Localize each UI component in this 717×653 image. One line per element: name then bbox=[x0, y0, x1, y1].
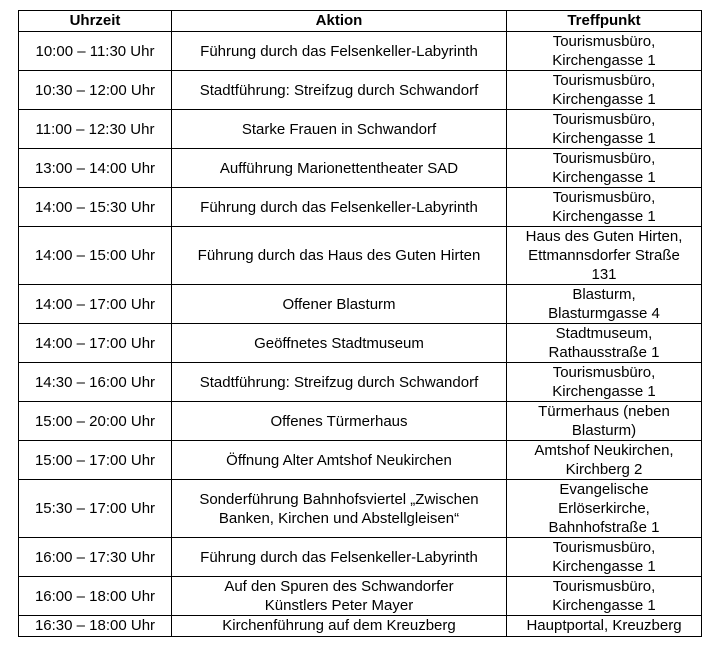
place-cell-line: Tourismusbüro, bbox=[552, 578, 656, 595]
place-cell-line: Tourismusbüro, bbox=[552, 111, 656, 128]
time-cell: 14:00 – 17:00 Uhr bbox=[19, 285, 172, 324]
action-cell bbox=[172, 363, 507, 402]
time-cell: 10:00 – 11:30 Uhr bbox=[19, 32, 172, 71]
action-cell-line: Auf den Spuren des Schwandorfer bbox=[224, 578, 454, 595]
action-cell bbox=[172, 324, 507, 363]
table-row bbox=[19, 110, 702, 149]
place-cell-line: Kirchengasse 1 bbox=[552, 208, 656, 225]
action-cell-line: Aufführung Marionettentheater SAD bbox=[219, 159, 459, 177]
place-cell bbox=[507, 71, 702, 110]
time-cell: 13:00 – 14:00 Uhr bbox=[19, 149, 172, 188]
time-cell: 14:00 – 17:00 Uhr bbox=[19, 324, 172, 363]
table-row bbox=[19, 324, 702, 363]
place-cell-line: Kirchengasse 1 bbox=[552, 130, 656, 147]
time-cell: 14:30 – 16:00 Uhr bbox=[19, 363, 172, 402]
action-cell-line: Offenes Türmerhaus bbox=[270, 412, 408, 430]
place-cell-line: Tourismusbüro, bbox=[552, 189, 656, 206]
place-cell bbox=[507, 363, 702, 402]
place-cell-line: Evangelische bbox=[559, 481, 649, 498]
time-cell: 10:30 – 12:00 Uhr bbox=[19, 71, 172, 110]
time-cell: 15:00 – 20:00 Uhr bbox=[19, 402, 172, 441]
action-cell bbox=[172, 402, 507, 441]
place-cell-line: Hauptportal, Kreuzberg bbox=[526, 617, 682, 634]
schedule-table bbox=[18, 10, 702, 637]
action-cell bbox=[172, 32, 507, 71]
place-cell-line: Stadtmuseum, bbox=[555, 325, 653, 342]
action-cell-line: Starke Frauen in Schwandorf bbox=[241, 120, 437, 138]
table-row bbox=[19, 71, 702, 110]
place-cell bbox=[507, 32, 702, 71]
action-cell-line: Kirchenführung auf dem Kreuzberg bbox=[222, 617, 456, 634]
place-cell bbox=[507, 577, 702, 616]
place-cell bbox=[507, 616, 702, 637]
place-cell-line: Kirchengasse 1 bbox=[552, 383, 656, 400]
place-cell-line: Blasturm, bbox=[572, 286, 636, 303]
place-cell bbox=[507, 227, 702, 285]
table-row bbox=[19, 149, 702, 188]
header-action: Aktion bbox=[172, 11, 507, 32]
place-cell bbox=[507, 538, 702, 577]
action-cell-line: Führung durch das Haus des Guten Hirten bbox=[197, 247, 481, 264]
table-row bbox=[19, 441, 702, 480]
table-row bbox=[19, 616, 702, 637]
place-cell-line: Blasturmgasse 4 bbox=[548, 305, 660, 322]
action-cell-line: Offener Blasturm bbox=[282, 295, 396, 313]
table-header bbox=[19, 11, 702, 32]
action-cell-line: Stadtführung: Streifzug durch Schwandorf bbox=[199, 81, 479, 99]
place-cell-line: Tourismusbüro, bbox=[552, 364, 656, 381]
table-row bbox=[19, 32, 702, 71]
action-cell bbox=[172, 285, 507, 324]
header-place: Treffpunkt bbox=[507, 11, 702, 32]
place-cell bbox=[507, 285, 702, 324]
action-cell bbox=[172, 616, 507, 637]
action-cell bbox=[172, 149, 507, 188]
place-cell-line: Amtshof Neukirchen, bbox=[534, 442, 674, 459]
place-cell bbox=[507, 110, 702, 149]
place-cell-line: Tourismusbüro, bbox=[552, 539, 656, 556]
action-cell bbox=[172, 71, 507, 110]
time-cell: 16:00 – 18:00 Uhr bbox=[19, 577, 172, 616]
place-cell bbox=[507, 402, 702, 441]
action-cell bbox=[172, 577, 507, 616]
table-row bbox=[19, 188, 702, 227]
place-cell bbox=[507, 441, 702, 480]
action-cell-line: Banken, Kirchen und Abstellgleisen“ bbox=[218, 509, 460, 527]
time-cell: 16:30 – 18:00 Uhr bbox=[19, 616, 172, 637]
header-row bbox=[19, 11, 702, 32]
action-cell bbox=[172, 538, 507, 577]
header-time: Uhrzeit bbox=[19, 11, 172, 32]
place-cell-line: Tourismusbüro, bbox=[552, 33, 656, 50]
place-cell-line: Kirchengasse 1 bbox=[552, 558, 656, 575]
place-cell-line: Haus des Guten Hirten, bbox=[525, 228, 683, 245]
action-cell-line: Führung durch das Felsenkeller-Labyrinth bbox=[200, 42, 478, 60]
action-cell bbox=[172, 188, 507, 227]
action-cell-line: Führung durch das Felsenkeller-Labyrinth bbox=[200, 548, 478, 566]
action-cell-line: Geöffnetes Stadtmuseum bbox=[254, 334, 424, 352]
place-cell-line: Erlöserkirche, bbox=[558, 500, 650, 517]
place-cell-line: Blasturm) bbox=[571, 422, 637, 439]
place-cell bbox=[507, 188, 702, 227]
place-cell-line: Türmerhaus (neben bbox=[538, 403, 670, 420]
action-cell bbox=[172, 110, 507, 149]
place-cell-line: Kirchengasse 1 bbox=[552, 91, 656, 108]
place-cell-line: Rathausstraße 1 bbox=[548, 344, 660, 361]
place-cell-line: 131 bbox=[591, 266, 617, 283]
time-cell: 15:30 – 17:00 Uhr bbox=[19, 480, 172, 538]
time-cell: 11:00 – 12:30 Uhr bbox=[19, 110, 172, 149]
time-cell: 14:00 – 15:00 Uhr bbox=[19, 227, 172, 285]
place-cell bbox=[507, 480, 702, 538]
place-cell-line: Tourismusbüro, bbox=[552, 150, 656, 167]
table-row bbox=[19, 227, 702, 285]
place-cell bbox=[507, 149, 702, 188]
place-cell bbox=[507, 324, 702, 363]
action-cell-line: Künstlers Peter Mayer bbox=[264, 597, 414, 614]
time-cell: 16:00 – 17:30 Uhr bbox=[19, 538, 172, 577]
action-cell bbox=[172, 227, 507, 285]
action-cell-line: Führung durch das Felsenkeller-Labyrinth bbox=[200, 198, 478, 216]
place-cell-line: Tourismusbüro, bbox=[552, 72, 656, 89]
table-row bbox=[19, 480, 702, 538]
place-cell-line: Kirchengasse 1 bbox=[552, 597, 656, 614]
action-cell bbox=[172, 441, 507, 480]
table-row bbox=[19, 402, 702, 441]
place-cell-line: Kirchengasse 1 bbox=[552, 169, 656, 186]
time-cell: 15:00 – 17:00 Uhr bbox=[19, 441, 172, 480]
time-cell: 14:00 – 15:30 Uhr bbox=[19, 188, 172, 227]
action-cell-line: Sonderführung Bahnhofsviertel „Zwischen bbox=[199, 490, 479, 508]
action-cell-line: Öffnung Alter Amtshof Neukirchen bbox=[226, 451, 452, 469]
place-cell-line: Bahnhofstraße 1 bbox=[548, 519, 660, 536]
table-row bbox=[19, 285, 702, 324]
place-cell-line: Kirchengasse 1 bbox=[552, 52, 656, 69]
table-row bbox=[19, 538, 702, 577]
action-cell-line: Stadtführung: Streifzug durch Schwandorf bbox=[199, 373, 479, 391]
place-cell-line: Kirchberg 2 bbox=[565, 461, 643, 478]
action-cell bbox=[172, 480, 507, 538]
table-row bbox=[19, 363, 702, 402]
table-body bbox=[19, 32, 702, 637]
table-row bbox=[19, 577, 702, 616]
place-cell-line: Ettmannsdorfer Straße bbox=[528, 247, 680, 264]
